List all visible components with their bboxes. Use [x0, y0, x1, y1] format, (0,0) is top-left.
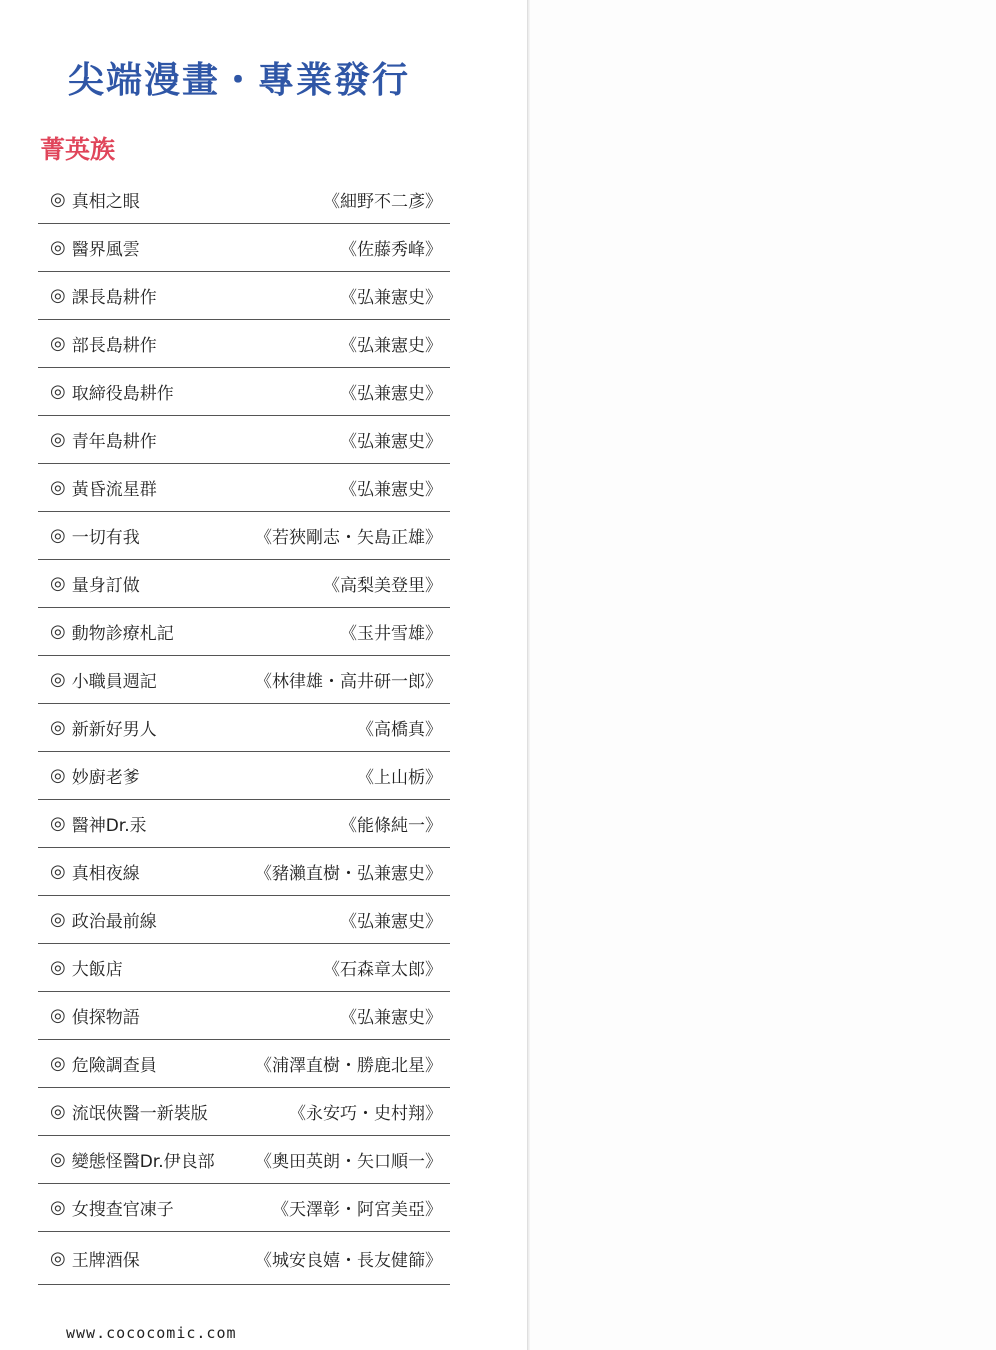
item-author: 《弘兼憲史》: [340, 288, 442, 308]
list-item-left: [50, 571, 140, 596]
list-item-left: [50, 763, 140, 788]
item-title: 真相夜線: [71, 864, 140, 884]
item-author: 《高梨美登里》: [323, 576, 442, 596]
right-page-blank: [530, 0, 996, 1350]
item-title: 變態怪醫Dr.伊良部: [71, 1152, 215, 1172]
item-title: 醫界風雲: [71, 240, 140, 260]
list-item: [38, 176, 450, 224]
list-item: [38, 368, 450, 416]
list-item: [38, 1184, 450, 1232]
list-item-left: [50, 811, 147, 836]
list-item: [38, 944, 450, 992]
item-author: 《弘兼憲史》: [340, 480, 442, 500]
item-title: 小職員週記: [71, 672, 157, 692]
bullet-icon: ◎: [50, 381, 66, 402]
list-item-left: [50, 427, 157, 452]
list-item-left: [50, 715, 157, 740]
list-item: [38, 320, 450, 368]
item-author: 《玉井雪雄》: [340, 624, 442, 644]
item-title: 流氓俠醫一新裝版: [71, 1104, 208, 1124]
bullet-icon: ◎: [50, 717, 66, 738]
list-item: [38, 1040, 450, 1088]
bullet-icon: ◎: [50, 1149, 66, 1170]
bullet-icon: ◎: [50, 333, 66, 354]
list-item-left: [50, 1195, 174, 1220]
list-item-left: [50, 283, 157, 308]
item-author: 《高橋真》: [357, 720, 442, 740]
item-title: 妙廚老爹: [71, 768, 140, 788]
item-title: 危險調查員: [71, 1056, 157, 1076]
publisher-heading: 尖端漫畫・專業發行: [68, 60, 411, 101]
bullet-icon: ◎: [50, 1247, 66, 1269]
bullet-icon: ◎: [50, 285, 66, 306]
list-item: [38, 272, 450, 320]
item-title: 真相之眼: [71, 192, 140, 212]
bullet-icon: ◎: [50, 669, 66, 690]
bullet-icon: ◎: [50, 909, 66, 930]
list-item: [38, 608, 450, 656]
item-author: 《城安良嬉・長友健篩》: [255, 1250, 442, 1271]
item-title: 動物診療札記: [71, 624, 174, 644]
list-item: [38, 656, 450, 704]
item-title: 政治最前線: [71, 912, 157, 932]
item-title: 醫神Dr.汞: [71, 816, 147, 836]
list-item: [38, 992, 450, 1040]
list-item-left: [50, 523, 140, 548]
item-author: 《弘兼憲史》: [340, 912, 442, 932]
item-author: 《能條純一》: [340, 816, 442, 836]
list-item-left: [50, 187, 140, 212]
list-item: [38, 704, 450, 752]
bullet-icon: ◎: [50, 189, 66, 210]
list-item-left: [50, 1099, 208, 1124]
bullet-icon: ◎: [50, 429, 66, 450]
item-title: 大飯店: [71, 960, 123, 980]
list-item: [38, 752, 450, 800]
item-author: 《弘兼憲史》: [340, 1008, 442, 1028]
list-item: [38, 1088, 450, 1136]
list-item: [38, 512, 450, 560]
list-item-left: [50, 667, 157, 692]
item-author: 《上山栃》: [357, 768, 442, 788]
item-author: 《弘兼憲史》: [340, 336, 442, 356]
item-author: 《佐藤秀峰》: [340, 240, 442, 260]
list-item-left: [50, 379, 174, 404]
item-author: 《弘兼憲史》: [340, 384, 442, 404]
list-item: [38, 560, 450, 608]
item-author: 《細野不二彥》: [323, 192, 442, 212]
list-item-left: [50, 1051, 157, 1076]
item-author: 《石森章太郎》: [323, 960, 442, 980]
item-author: 《奧田英朗・矢口順一》: [255, 1152, 442, 1172]
item-title: 偵探物語: [71, 1008, 140, 1028]
item-title: 取締役島耕作: [71, 384, 174, 404]
item-author: 《若狹剛志・矢島正雄》: [255, 528, 442, 548]
bullet-icon: ◎: [50, 237, 66, 258]
list-item-left: [50, 1003, 140, 1028]
list-item-left: [50, 619, 174, 644]
list-item-left: [50, 235, 140, 260]
item-author: 《弘兼憲史》: [340, 432, 442, 452]
item-author: 《永安巧・史村翔》: [289, 1104, 442, 1124]
list-item-left: [50, 955, 123, 980]
list-item: [38, 416, 450, 464]
list-item: [38, 1232, 450, 1285]
list-item-left: [50, 1147, 215, 1172]
bullet-icon: ◎: [50, 1005, 66, 1026]
list-item: [38, 224, 450, 272]
bullet-icon: ◎: [50, 1101, 66, 1122]
list-item-left: [50, 475, 157, 500]
item-title: 青年島耕作: [71, 432, 157, 452]
item-title: 量身訂做: [71, 576, 140, 596]
list-item-left: [50, 859, 140, 884]
bullet-icon: ◎: [50, 1197, 66, 1218]
bullet-icon: ◎: [50, 621, 66, 642]
item-title: 新新好男人: [71, 720, 157, 740]
series-heading: 菁英族: [40, 135, 116, 164]
item-title: 部長島耕作: [71, 336, 157, 356]
website-url: www.cococomic.com: [66, 1324, 237, 1342]
list-item: [38, 848, 450, 896]
bullet-icon: ◎: [50, 765, 66, 786]
item-author: 《天澤彰・阿宮美亞》: [272, 1200, 442, 1220]
bullet-icon: ◎: [50, 525, 66, 546]
bullet-icon: ◎: [50, 813, 66, 834]
item-title: 王牌酒保: [71, 1250, 140, 1271]
title-list: [38, 176, 450, 1285]
item-title: 女搜查官凍子: [71, 1200, 174, 1220]
list-item-left: [50, 331, 157, 356]
item-title: 黃昏流星群: [71, 480, 157, 500]
item-title: 課長島耕作: [71, 288, 157, 308]
bullet-icon: ◎: [50, 573, 66, 594]
item-author: 《浦澤直樹・勝鹿北星》: [255, 1056, 442, 1076]
list-item: [38, 1136, 450, 1184]
item-author: 《豬瀨直樹・弘兼憲史》: [255, 864, 442, 884]
list-item-left: [50, 907, 157, 932]
item-author: 《林律雄・高井研一郎》: [255, 672, 442, 692]
bullet-icon: ◎: [50, 957, 66, 978]
bullet-icon: ◎: [50, 1053, 66, 1074]
item-title: 一切有我: [71, 528, 140, 548]
list-item: [38, 896, 450, 944]
list-item: [38, 800, 450, 848]
list-item: [38, 464, 450, 512]
list-item-left: [50, 1246, 140, 1271]
bullet-icon: ◎: [50, 861, 66, 882]
bullet-icon: ◎: [50, 477, 66, 498]
